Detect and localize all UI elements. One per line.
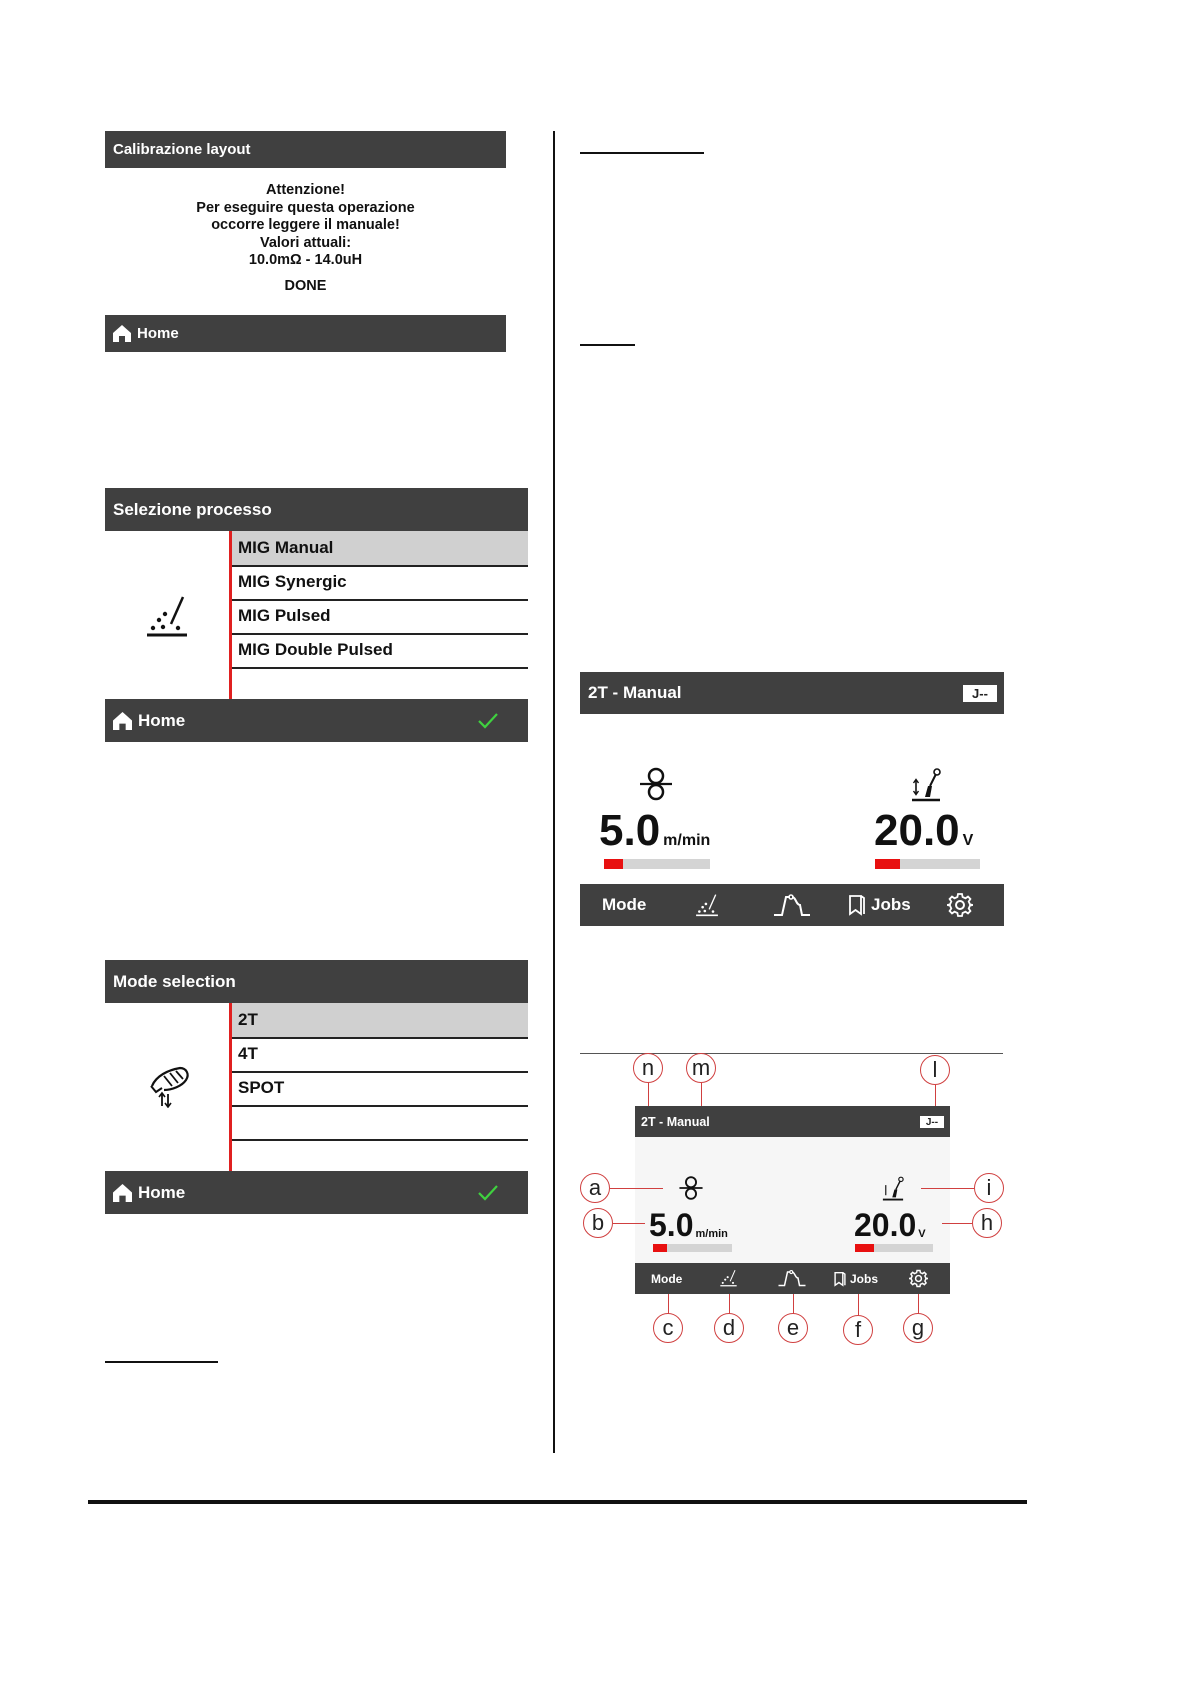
calibrazione-line3: occorre leggere il manuale!	[211, 217, 400, 233]
callout-f: f	[843, 1315, 873, 1345]
callout-c: c	[653, 1313, 683, 1343]
processo-item-mig-double-pulsed[interactable]: MIG Double Pulsed	[232, 633, 528, 669]
home-icon	[113, 712, 132, 730]
screen-title-bar	[580, 672, 1004, 714]
diagram-pulse-icon	[777, 1269, 807, 1287]
confirm-check-icon[interactable]	[477, 1184, 499, 1201]
diagram-toolbar-jobs-label: Jobs	[850, 1271, 879, 1286]
processo-item-mig-synergic[interactable]: MIG Synergic	[232, 565, 528, 601]
processo-home-bar	[105, 699, 528, 742]
callout-line-m	[701, 1083, 702, 1106]
callout-line-l	[935, 1085, 936, 1106]
diagram-wire-bar	[653, 1244, 732, 1252]
callout-m: m	[686, 1053, 716, 1083]
callout-line-h	[942, 1223, 972, 1224]
mode-item-4t[interactable]: 4T	[232, 1037, 528, 1073]
mode-item-spot[interactable]: SPOT	[232, 1071, 528, 1107]
callout-b: b	[583, 1208, 613, 1238]
wire-speed-unit: m/min	[663, 832, 711, 849]
wire-speed-value: 5.0	[599, 806, 661, 855]
callout-line-g	[918, 1294, 919, 1314]
process-icon[interactable]	[694, 893, 720, 917]
calibrazione-line2: Per eseguire questa operazione	[196, 199, 415, 216]
heading-underline	[105, 1361, 218, 1363]
wire-speed-readout	[599, 808, 710, 854]
wire-speed-bar-fill	[604, 859, 623, 869]
voltage-bar	[875, 859, 980, 869]
processo-list	[232, 531, 528, 699]
callout-line-n	[648, 1083, 649, 1106]
processo-title-bar	[105, 488, 528, 531]
calibrazione-title-bar	[105, 131, 506, 168]
job-badge[interactable]: J--	[963, 685, 997, 702]
processo-item-mig-manual[interactable]: MIG Manual	[232, 531, 528, 567]
mode-title: Mode selection	[113, 971, 236, 991]
mig-process-icon	[145, 594, 189, 643]
callout-line-e	[793, 1294, 794, 1314]
voltage-unit: V	[962, 832, 974, 849]
mode-home-bar	[105, 1171, 528, 1214]
processo-home-label: Home	[138, 710, 186, 730]
calibrazione-line1: Attenzione!	[266, 182, 345, 198]
confirm-check-icon[interactable]	[477, 712, 499, 729]
diagram-toolbar	[635, 1263, 950, 1294]
callout-g: g	[903, 1313, 933, 1343]
footer-rule	[88, 1500, 1027, 1504]
toolbar-mode-button[interactable]: Mode	[602, 895, 647, 914]
diagram-settings-icon	[909, 1269, 928, 1288]
callout-line-i	[921, 1188, 974, 1189]
wire-feed-icon	[638, 766, 674, 802]
callout-i: i	[974, 1173, 1004, 1203]
calibrazione-line5: 10.0mΩ - 14.0uH	[248, 252, 363, 268]
screen-title: 2T - Manual	[588, 683, 682, 702]
toolbar-jobs-button[interactable]	[847, 894, 911, 916]
processo-title: Selezione processo	[113, 499, 272, 519]
diagram-voltage-unit: V	[918, 1228, 926, 1240]
voltage-bar-fill	[875, 859, 900, 869]
callout-h: h	[972, 1208, 1002, 1238]
diagram-title-bar	[635, 1106, 950, 1137]
calibrazione-home-button[interactable]	[113, 315, 179, 352]
column-divider	[553, 131, 555, 1453]
mode-list	[232, 1003, 528, 1171]
callout-a: a	[580, 1173, 610, 1203]
callout-n: n	[633, 1053, 663, 1083]
diagram-wire-unit: m/min	[695, 1228, 728, 1240]
callout-line-a	[610, 1188, 663, 1189]
screen-toolbar	[580, 884, 1004, 926]
callout-l: l	[920, 1055, 950, 1085]
mode-home-button[interactable]	[113, 1171, 185, 1214]
diagram-voltage-value: 20.0	[854, 1207, 917, 1243]
calibrazione-home-label: Home	[137, 325, 179, 342]
callout-d: d	[714, 1313, 744, 1343]
calibrazione-home-bar	[105, 315, 506, 352]
pulse-curve-icon[interactable]	[772, 893, 812, 917]
home-icon	[113, 1184, 132, 1202]
diagram-voltage-icon	[880, 1175, 906, 1201]
voltage-torch-icon	[908, 766, 944, 802]
callout-line-b	[613, 1223, 645, 1224]
diagram-wire-bar-fill	[653, 1244, 667, 1252]
diagram-voltage-readout	[854, 1208, 926, 1242]
calibrazione-message	[105, 182, 506, 295]
diagram-voltage-bar-fill	[855, 1244, 874, 1252]
calibrazione-done-button[interactable]: DONE	[284, 277, 327, 294]
processo-home-button[interactable]	[113, 699, 185, 742]
diagram-wire-value: 5.0	[649, 1207, 694, 1243]
diagram-title: 2T - Manual	[641, 1114, 710, 1129]
diagram-wire-readout	[649, 1208, 728, 1242]
heading-underline	[580, 152, 704, 154]
diagram-process-icon	[719, 1269, 738, 1287]
calibrazione-line4: Valori attuali:	[259, 234, 352, 251]
calibrazione-title: Calibrazione layout	[113, 141, 251, 158]
diagram-toolbar-jobs	[833, 1271, 878, 1287]
diagram-jobs-icon	[833, 1271, 847, 1287]
callout-line-c	[668, 1294, 669, 1314]
mode-title-bar	[105, 960, 528, 1003]
voltage-value: 20.0	[874, 806, 960, 855]
mode-item-empty	[232, 1105, 528, 1141]
callout-e: e	[778, 1313, 808, 1343]
diagram-voltage-bar	[855, 1244, 933, 1252]
home-icon	[113, 325, 131, 342]
settings-gear-icon[interactable]	[947, 892, 973, 918]
heading-underline	[580, 344, 635, 346]
callout-line-f	[858, 1294, 859, 1316]
diagram-job-badge: J--	[920, 1116, 944, 1128]
callout-line-d	[729, 1294, 730, 1314]
jobs-book-icon	[847, 894, 867, 916]
voltage-readout	[874, 808, 973, 854]
diagram-wire-feed-icon	[678, 1175, 704, 1201]
diagram-toolbar-mode: Mode	[651, 1271, 683, 1286]
wire-speed-bar	[604, 859, 710, 869]
torch-trigger-icon	[146, 1064, 192, 1113]
processo-item-mig-pulsed[interactable]: MIG Pulsed	[232, 599, 528, 635]
mode-home-label: Home	[138, 1182, 186, 1202]
mode-item-2t[interactable]: 2T	[232, 1003, 528, 1039]
toolbar-jobs-label: Jobs	[871, 895, 911, 914]
